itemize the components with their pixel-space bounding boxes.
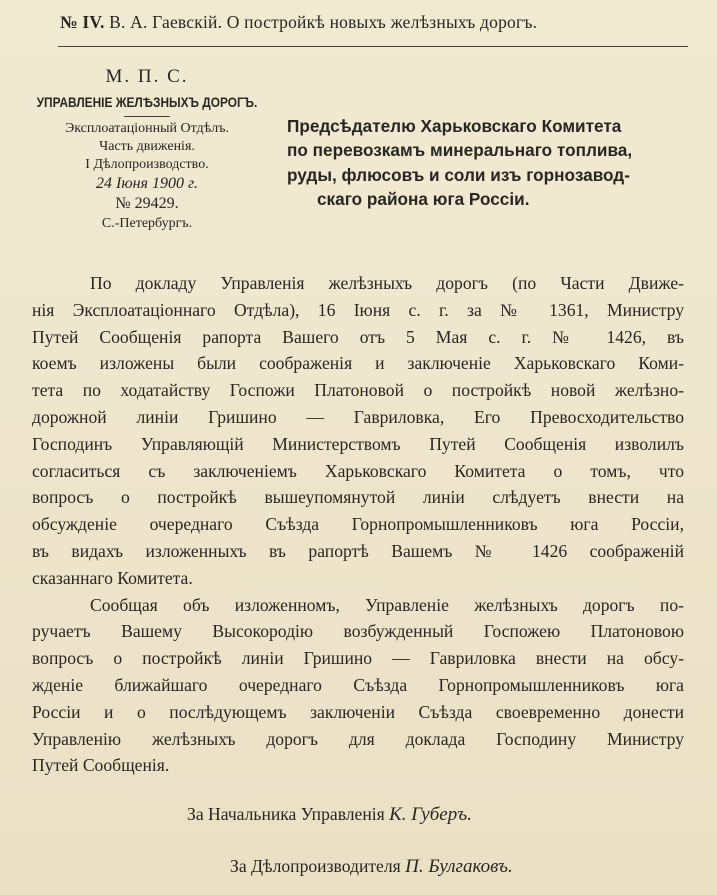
- addressee-block: [287, 114, 692, 212]
- running-head: [60, 12, 690, 33]
- letter-body: [32, 270, 684, 779]
- addressee-line: Предсѣдателю Харьковскаго Комитета: [287, 116, 622, 136]
- body-line: тета по ходатайству Госпожи Платоновой о постройкѣ новой желѣзно-: [32, 380, 684, 401]
- addressee-line: скаго района юга Россіи.: [317, 189, 530, 210]
- letter-number: № 29429.: [115, 194, 179, 212]
- body-line: ручаетъ Вашему Высокородію возбужденный Госпожею Платоновою: [32, 621, 684, 642]
- body-line: жденіе ближайшаго очереднаго Съѣзда Горнопромышленниковъ юга: [32, 674, 684, 695]
- body-line: нія Эксплоатаціоннаго Отдѣла), 16 Іюня с. г. за № 1361, Министру: [32, 299, 684, 320]
- addressee-line: руды, флюсовъ и соли изъ горнозавод-: [287, 164, 630, 185]
- body-line: По докладу Управленія желѣзныхъ дорогъ (по Части Движе-: [90, 273, 684, 293]
- body-line: Господинъ Управляющій Министерствомъ Путей Сообщенія изволилъ: [32, 433, 684, 454]
- signature-name: К. Губеръ.: [389, 804, 472, 825]
- sender-block: [18, 66, 276, 232]
- body-line: Путей Сообщенія.: [32, 755, 170, 776]
- body-line: Путей Сообщенія рапорта Вашего отъ 5 Мая с. г. № 1426, въ: [32, 326, 684, 347]
- body-line: коемъ изложены были соображенія и заключеніе Харьковскаго Коми-: [32, 353, 684, 374]
- signature-name: П. Булгаковъ.: [405, 856, 513, 877]
- part-name: Часть движенія.: [99, 138, 195, 154]
- body-line: вопросъ о постройкѣ линіи Гришино — Гавриловка внести на обсу-: [32, 648, 684, 669]
- ministry-abbrev: М. П. С.: [105, 66, 189, 87]
- body-line: согласиться съ заключеніемъ Харьковскаго Комитета о томъ, что: [32, 460, 684, 481]
- body-line: Сообщая объ изложенномъ, Управленіе желѣзныхъ дорогъ по-: [90, 594, 684, 615]
- office-name: I Дѣлопроизводство.: [85, 156, 209, 172]
- addressee-line: по перевозкамъ минеральнаго топлива,: [287, 140, 633, 161]
- header-rule: [58, 46, 688, 47]
- running-head-text: В. А. Гаевскій. О постройкѣ новыхъ желѣзныхъ дорогъ.: [109, 12, 538, 32]
- body-line: Управленію желѣзныхъ дорогъ для доклада Господину Министру: [32, 728, 684, 749]
- sender-rule: [124, 116, 170, 117]
- sender-city: С.-Петербургъ.: [101, 215, 193, 231]
- section-name: Эксплоатаціонный Отдѣлъ.: [64, 120, 229, 136]
- body-line: Россіи и о послѣдующемъ заключеніи Съѣзда своевременно донести: [32, 701, 684, 722]
- section-number: № IV.: [60, 12, 105, 32]
- body-line: въ видахъ изложенныхъ въ рапортѣ Вашемъ № 1426 соображеній: [32, 540, 684, 561]
- body-line: обсужденіе очереднаго Съѣзда Горнопромышленниковъ юга Россіи,: [32, 514, 684, 535]
- signature-title: За Начальника Управленія: [187, 804, 385, 824]
- body-line: дорожной линіи Гришино — Гавриловка, Его Превосходительство: [32, 406, 684, 427]
- department-name: УПРАВЛЕНІЕ ЖЕЛѢЗНЫХЪ ДОРОГЪ.: [36, 94, 258, 110]
- letter-date: 24 Іюня 1900 г.: [95, 174, 198, 192]
- body-line: вопросъ о постройкѣ вышеупомянутой линіи слѣдуетъ внести на: [32, 487, 684, 508]
- body-line: сказаннаго Комитета.: [32, 567, 193, 588]
- signature-chief: [187, 804, 472, 826]
- signature-title: За Дѣлопроизводителя: [230, 856, 401, 876]
- signature-clerk: [230, 856, 513, 878]
